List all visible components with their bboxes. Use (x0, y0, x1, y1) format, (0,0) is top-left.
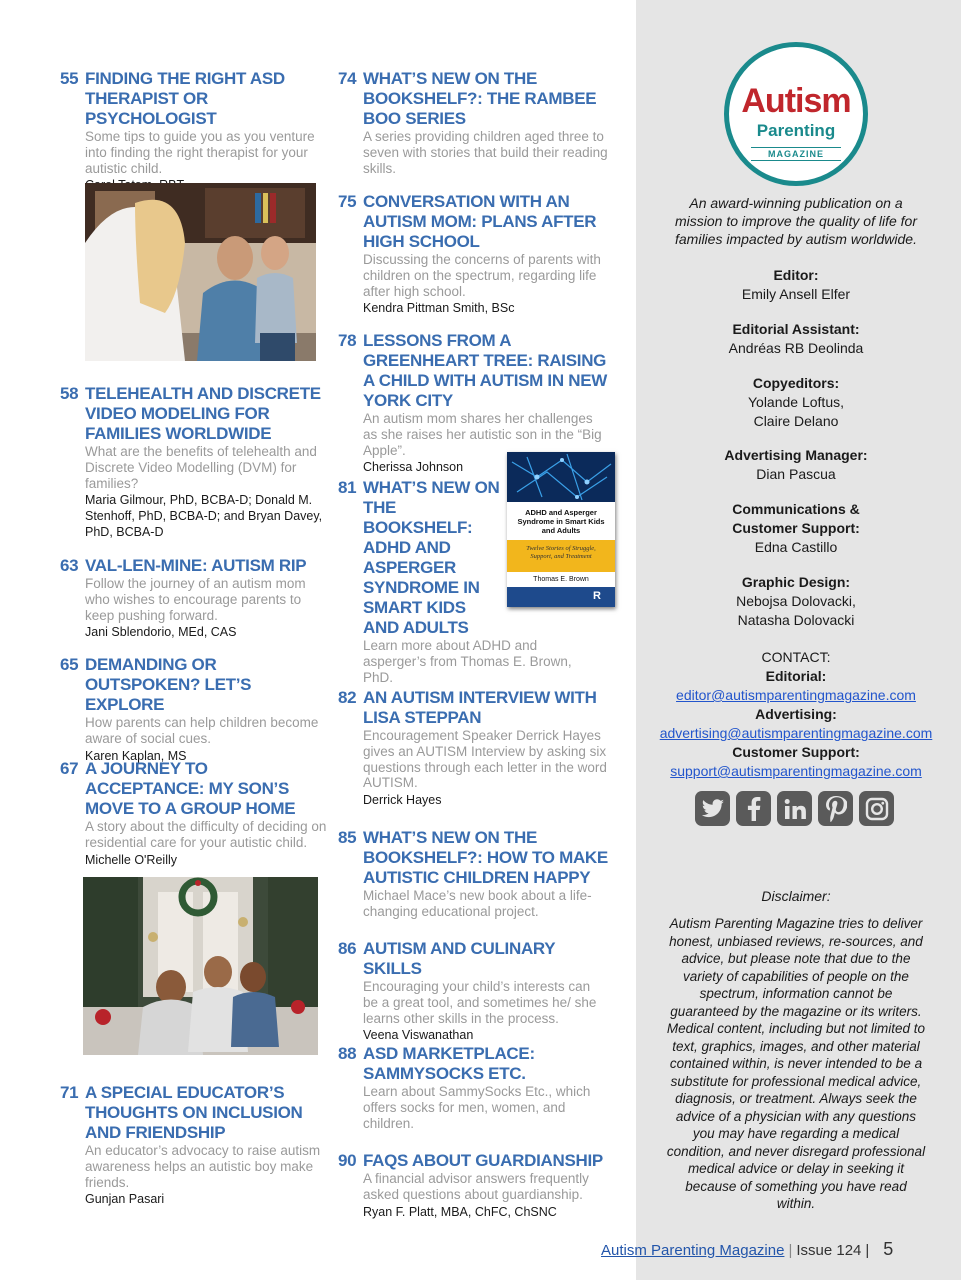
support-email-link[interactable]: support@autismparentingmagazine.com (670, 763, 922, 779)
publisher-logo: R (593, 590, 601, 602)
staff-value: Emily Ansell Elfer (741, 286, 851, 302)
staff-label: Communications & Customer Support: (732, 501, 860, 536)
contact-heading: CONTACT: (761, 649, 831, 665)
article-author: Jani Sblendorio, MEd, CAS (85, 625, 237, 640)
support-label: Customer Support: (732, 744, 860, 760)
article-author: Gunjan Pasari (85, 1192, 165, 1207)
toc-entry-88[interactable] (338, 1044, 608, 1131)
staff-editor (636, 266, 956, 304)
article-description: Encouragement Speaker Derrick Hayes gives an AUTISM Interview by asking six questions through each letter in the word AUTISM. (363, 728, 607, 791)
disclaimer-title: Disclaimer: (761, 888, 831, 904)
article-description: An educator’s advocacy to raise autism awareness helps an autistic boy make friends. (85, 1143, 321, 1190)
editorial-email-link[interactable]: editor@autismparentingmagazine.com (676, 687, 916, 703)
page-footer (601, 1238, 893, 1262)
footer-divider: | (865, 1242, 870, 1259)
article-title[interactable]: VAL-LEN-MINE: AUTISM RIP (85, 556, 307, 575)
article-author: Kendra Pittman Smith, BSc (363, 301, 515, 316)
page-number: 74 (338, 69, 357, 88)
article-title[interactable]: AN AUTISM INTERVIEW WITH LISA STEPPAN (363, 688, 597, 727)
book-cover-adhd-asperger[interactable] (507, 452, 615, 607)
staff-communications (636, 500, 956, 557)
footer-page-number: 5 (883, 1239, 894, 1259)
footer-divider: | (788, 1242, 793, 1259)
article-title[interactable]: A SPECIAL EDUCATOR’S THOUGHTS ON INCLUSION AND FRIENDSHIP (85, 1083, 303, 1142)
article-description: Learn more about ADHD and asperger’s from Thomas E. Brown, PhD. (363, 638, 572, 685)
article-author: Maria Gilmour, PhD, BCBA-D; Donald M. Stenhoff, PhD, BCBA-D; and Bryan Davey, PhD, BCBA-D (85, 493, 323, 540)
toc-entry-63[interactable] (60, 556, 330, 640)
article-description: Michael Mace’s new book about a life-changing educational project. (363, 888, 592, 919)
family-therapy-photo (85, 183, 316, 361)
social-links (695, 791, 894, 826)
tagline: An award-winning publication on a mission to improve the quality of life for families impacted by autism worldwide. (675, 195, 917, 247)
logo-word: Autism (741, 82, 851, 120)
staff-value: Andréas RB Deolinda (728, 340, 864, 356)
article-title[interactable]: LESSONS FROM A GREENHEART TREE: RAISING A CHILD WITH AUTISM IN NEW YORK CITY (363, 331, 608, 410)
article-title[interactable]: WHAT’S NEW ON THE BOOKSHELF?: HOW TO MAKE AUTISTIC CHILDREN HAPPY (363, 828, 608, 887)
article-title[interactable]: DEMANDING OR OUTSPOKEN? LET’S EXPLORE (85, 655, 252, 714)
article-author: Karen Kaplan, MS (85, 748, 187, 763)
toc-entry-71[interactable] (60, 1083, 330, 1207)
article-author: Derrick Hayes (363, 793, 442, 808)
toc-entry-58[interactable] (60, 384, 330, 540)
article-description: An autism mom shares her challenges as she raises her autistic son in the “Big Apple”. (363, 411, 602, 458)
article-title[interactable]: ASD MARKETPLACE: SAMMYSOCKS ETC. (363, 1044, 535, 1083)
article-description: Discussing the concerns of parents with children on the spectrum, regarding life after high school. (363, 252, 601, 299)
linkedin-icon[interactable] (777, 791, 812, 826)
magazine-logo (724, 42, 868, 186)
staff-label: Editorial Assistant: (732, 321, 860, 337)
article-description: Follow the journey of an autism mom who wishes to encourage parents to keep pushing forward. (85, 576, 306, 623)
article-description: Learn about SammySocks Etc., which offers socks for men, women, and children. (363, 1084, 591, 1131)
page-number: 90 (338, 1151, 357, 1170)
article-author: Michelle O'Reilly (85, 852, 177, 867)
page-number: 63 (60, 556, 79, 575)
staff-label: Editor: (773, 267, 819, 283)
page-number: 67 (60, 759, 79, 778)
book-author: Thomas E. Brown (533, 576, 589, 583)
toc-entry-82[interactable] (338, 688, 608, 808)
staff-value: Edna Castillo (754, 539, 838, 555)
footer-issue: Issue 124 (796, 1242, 862, 1259)
book-title: ADHD and Asperger Syndrome in Smart Kids and Adults (517, 508, 605, 535)
article-title[interactable]: FAQS ABOUT GUARDIANSHIP (363, 1151, 603, 1170)
staff-copyeditors (636, 374, 956, 431)
article-description: Encouraging your child’s interests can be a great tool, and sometimes he/ she learns other skills in the process. (363, 979, 597, 1026)
article-title[interactable]: WHAT’S NEW ON THE BOOKSHELF: ADHD AND ASPERGER SYNDROME IN SMART KIDS AND ADULTS (363, 478, 500, 637)
page-number: 88 (338, 1044, 357, 1063)
logo-sub: Parenting (756, 121, 836, 140)
page-number: 58 (60, 384, 79, 403)
staff-label: Copyeditors: (752, 375, 840, 391)
page-number: 75 (338, 192, 357, 211)
page-number: 81 (338, 478, 357, 497)
article-title[interactable]: FINDING THE RIGHT ASD THERAPIST OR PSYCHOLOGIST (85, 69, 285, 128)
staff-label: Graphic Design: (741, 574, 851, 590)
article-description: How parents can help children become aware of social cues. (85, 715, 319, 746)
advertising-email-link[interactable]: advertising@autismparentingmagazine.com (659, 725, 933, 741)
page-number: 86 (338, 939, 357, 958)
page-number: 71 (60, 1083, 79, 1102)
page-number: 85 (338, 828, 357, 847)
staff-graphic-design (636, 573, 956, 630)
article-description: Some tips to guide you as you venture into finding the right therapist for your autistic child. (85, 129, 315, 176)
toc-entry-65[interactable] (60, 655, 330, 764)
article-title[interactable]: CONVERSATION WITH AN AUTISM MOM: PLANS AFTER HIGH SCHOOL (363, 192, 597, 251)
toc-entry-67[interactable] (60, 759, 330, 868)
disclaimer-text: Autism Parenting Magazine tries to deliver honest, unbiased reviews, re-sources, and advice, but please note that due to the variety of capabilities of people on the spectrum, information cannot be guaranteed by the magazine or its writers. Medical content, including but not limited to text, graphics, images, and other material contained within, is never intended to be a substitute for professional medical advice, diagnosis, or treatment. Always seek the advice of a physician with any questions you may have regarding a medical condition, and never disregard professional medical advice or delay in seeking it because of something you have read within. (666, 916, 926, 1211)
footer-magazine-link[interactable]: Autism Parenting Magazine (601, 1242, 785, 1259)
article-description: A story about the difficulty of deciding on residential care for your autistic child. (85, 819, 327, 850)
holiday-family-photo (83, 877, 318, 1055)
toc-entry-90[interactable] (338, 1151, 608, 1220)
masthead-sidebar (636, 0, 961, 1280)
article-description: A series providing children aged three to seven with stories that build their reading skills. (363, 129, 608, 176)
pinterest-icon[interactable] (818, 791, 853, 826)
toc-entry-86[interactable] (338, 939, 608, 1043)
staff-value: Nebojsa Dolovacki, Natasha Dolovacki (736, 593, 856, 628)
page-number: 82 (338, 688, 357, 707)
article-description: A financial advisor answers frequently asked questions about guardianship. (363, 1171, 589, 1202)
twitter-icon[interactable] (695, 791, 730, 826)
page-number: 78 (338, 331, 357, 350)
article-title[interactable]: A JOURNEY TO ACCEPTANCE: MY SON’S MOVE TO A GROUP HOME (85, 759, 296, 818)
article-author: Cherissa Johnson (363, 460, 464, 475)
staff-advertising-manager (636, 446, 956, 484)
toc-entry-74[interactable] (338, 69, 608, 176)
page-number: 55 (60, 69, 79, 88)
article-title[interactable]: TELEHEALTH AND DISCRETE VIDEO MODELING FOR FAMILIES WORLDWIDE (85, 384, 321, 443)
toc-entry-75[interactable] (338, 192, 608, 316)
toc-entry-55[interactable] (60, 69, 330, 193)
page-number: 65 (60, 655, 79, 674)
staff-editorial-assistant (636, 320, 956, 358)
staff-label: Advertising Manager: (724, 447, 868, 463)
contact-block (636, 648, 956, 781)
instagram-icon[interactable] (859, 791, 894, 826)
article-title[interactable]: AUTISM AND CULINARY SKILLS (363, 939, 555, 978)
book-subtitle: Twelve Stories of Struggle, Support, and Treatment (526, 545, 596, 560)
logo-mag: MAGAZINE (751, 147, 841, 161)
advertising-label: Advertising: (755, 706, 837, 722)
staff-value: Dian Pascua (756, 466, 836, 482)
editorial-label: Editorial: (765, 668, 827, 684)
facebook-icon[interactable] (736, 791, 771, 826)
staff-value: Yolande Loftus, Claire Delano (747, 394, 844, 429)
article-description: What are the benefits of telehealth and Discrete Video Modelling (DVM) for families? (85, 444, 317, 491)
article-title[interactable]: WHAT’S NEW ON THE BOOKSHELF?: THE RAMBEE BOO SERIES (363, 69, 597, 128)
article-author: Veena Viswanathan (363, 1028, 474, 1043)
article-author: Ryan F. Platt, MBA, ChFC, ChSNC (363, 1204, 557, 1219)
toc-entry-85[interactable] (338, 828, 608, 920)
